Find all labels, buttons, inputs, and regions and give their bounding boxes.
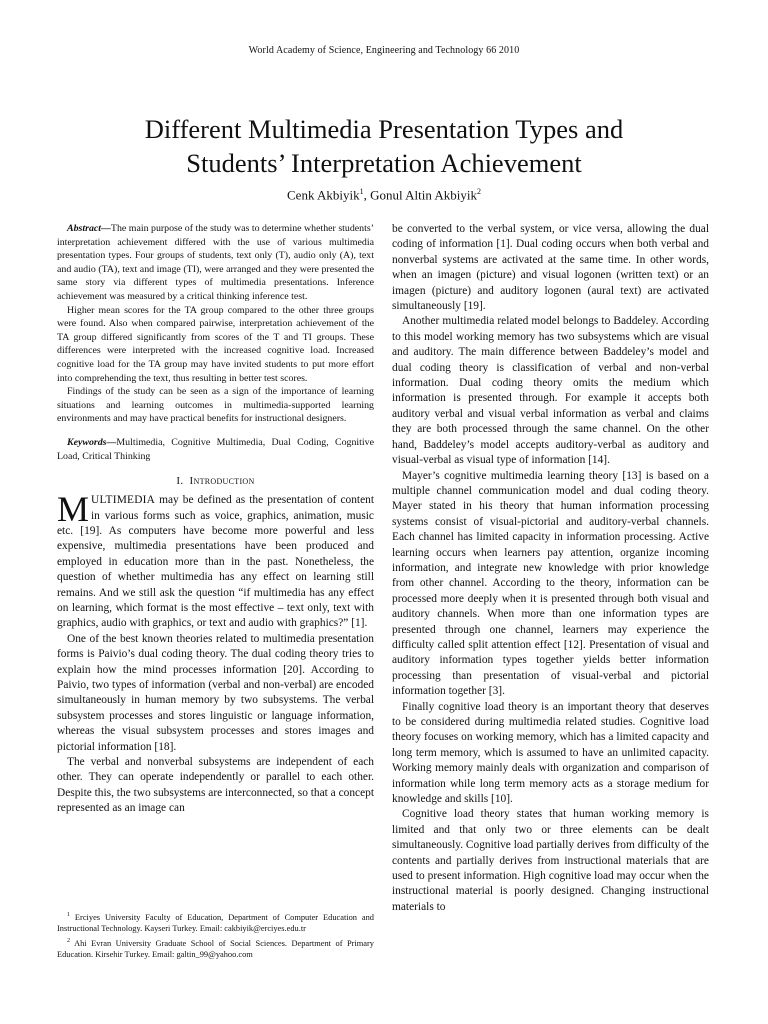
right-column <box>392 222 709 915</box>
drop-cap: M <box>57 489 90 530</box>
footnote-1-mark: 1 <box>67 912 70 918</box>
abstract-paragraph-3: Findings of the study can be seen as a sign of the importance of learning situations and learning outcomes in multimedia-supported learning environments and may have practical benefits for instructional designers. <box>57 386 374 425</box>
footnotes <box>57 910 374 962</box>
author-separator: , <box>363 187 371 203</box>
intro-paragraph-3: The verbal and nonverbal subsystems are independent of each other. They can operate independently or parallel to each other. Despite this, the two subsystems are interconnected, so that a concept represented as an image can <box>57 756 374 815</box>
intro-paragraph-1 <box>57 489 374 632</box>
right-paragraph-2: Another multimedia related model belongs to Baddeley. According to this model working memory has two subsystems which are visual and auditory. The main difference between Baddeley’s model and dual coding theory is classification of verbal and non-verbal information. Dual coding theory omits the medium which information is presented through. For example it accepts both auditory verbal and visual verbal information as verbal and claims they are both processed through the same channel. On the other hand, Baddeley’s model accepts auditory-verbal as auditory and visual-verbal as visual type of information [14]. <box>392 315 709 467</box>
title-line-2: Students’ Interpretation Achievement <box>186 148 582 178</box>
intro-paragraph-2: One of the best known theories related to multimedia presentation forms is Paivio’s dual coding theory. The dual coding theory tries to explain how the mind processes information [20]. According to Paivio, two types of information (verbal and non-verbal) are encoded simultaneously in human memory by two subsystems. The verbal subsystem processes and stores linguistic or language information, whereas the visual subsystem processes and stores images and pictorial information [18]. <box>57 632 374 753</box>
author-line <box>0 187 768 203</box>
abstract-section <box>57 222 374 463</box>
author-2-affiliation-mark: 2 <box>477 187 481 196</box>
right-paragraph-4: Finally cognitive load theory is an important theory that deserves to be considered during multimedia related studies. Cognitive load theory focuses on working memory, which has a limited capacity and long term memory, which is assumed to have an unlimited capacity. Working memory mainly deals with organization and comparison of information while long term memory acts as a storage medium for knowledge and skills [10]. <box>392 700 709 806</box>
right-paragraph-3: Mayer’s cognitive multimedia learning theory [13] is based on a multiple channel communication model and dual coding theory. Mayer stated in his theory that human information processing systems consist of visual-pictorial and auditory-verbal channels. Each channel has limited capacity in information processing. Active learning occurs when learners pay attention, organize incoming information, and integrate new knowledge with prior knowledge from other channel. According to the theory, information can be processed more deeply when it is presented through both visual and auditory channels. When more than one information types are presented through one channel, learners may experience the difficulty called split attention effect [12]. Presentation of visual and auditory information types together yields better information processing than presentation of visual-verbal and pictorial information together [3]. <box>392 469 709 698</box>
intro-lead-word: ULTIMEDIA <box>91 494 156 507</box>
running-head: World Academy of Science, Engineering and Technology 66 2010 <box>248 45 520 56</box>
abstract-text-1: The main purpose of the study was to determine whether students’ interpretation achievement differed with the use of various multimedia presentation types. Four groups of students, text only (T), audio only (A), text and audio (TA), text and image (TI), were arranged and they were presented the same story via different types of multimedia presentations. Inference achievement was measured by a critical thinking inference test. <box>57 223 374 302</box>
keywords-text: Multimedia, Cognitive Multimedia, Dual Coding, Cognitive Load, Critical Thinking <box>57 436 374 462</box>
intro-text-1: may be defined as the presentation of content in various forms such as voice, graphics, animation, music etc. [19]. As computers have become more powerful and less expensive, multimedia presentations have been produced and employed in education more than in the past. Nonetheless, the question of whether multimedia has any effect on learning still remains. And we still ask the question “if multimedia has any effect on learning, which format is the most effective – text only, text with graphics, audio with graphics, or text and audio with graphics?” [1]. <box>57 494 374 630</box>
footnote-1 <box>57 910 374 934</box>
intro-body <box>57 489 374 817</box>
footnote-2-text: Ahi Evran University Graduate School of Social Sciences. Department of Primary Education. Kirsehir Turkey. Email: galtin_99@yahoo.com <box>57 939 374 960</box>
abstract-paragraph-1 <box>57 222 374 304</box>
footnote-1-text: Erciyes University Faculty of Education, Department of Computer Education and Instructional Technology. Kayseri Turkey. Email: cakbiyik@erciyes.edu.tr <box>57 912 374 933</box>
section-title: Introduction <box>189 475 255 488</box>
author-1-affiliation-mark: 1 <box>359 187 364 196</box>
section-heading <box>57 475 374 487</box>
right-paragraph-5: Cognitive load theory states that human working memory is limited and that only two or three elements can be dealt simultaneously. Cognitive load partially derives from difficulty of the contents and partially derives from instructional materials that are used to present information. High cognitive load may occur when the instructional material is poorly designed. Changing instructional materials to <box>392 808 709 913</box>
paper-title <box>60 112 708 180</box>
keywords-label: Keywords— <box>67 436 117 448</box>
section-number: I. <box>176 475 184 488</box>
author-2: Gonul Altin Akbiyik <box>370 187 477 203</box>
abstract-label: Abstract— <box>67 223 111 234</box>
abstract-paragraph-2: Higher mean scores for the TA group compared to the other three groups were found. Also when compared pairwise, interpretation achievement of the TA group differed significantly from scores of the T and TI groups. These differences were interpreted with the increased cognitive load. Increased cognitive load for the TA group may have invited students to put more effort into comprehending the text, thus resulting in better test scores. <box>57 304 374 384</box>
keywords-paragraph <box>57 436 374 463</box>
footnote-2 <box>57 936 374 960</box>
footnote-2-mark: 2 <box>67 938 70 945</box>
author-1: Cenk Akbiyik <box>287 187 360 203</box>
left-column <box>57 222 374 817</box>
title-line-1: Different Multimedia Presentation Types and <box>144 114 624 144</box>
right-paragraph-1: be converted to the verbal system, or vice versa, allowing the dual coding of information [1]. Dual coding occurs when both verbal and nonverbal systems are activated at the same time. In other words, when an imagen (picture) and visual logonen (written text) or an imagen (picture) and auditory logonen (aural text) are activated simultaneously [19]. <box>392 223 709 313</box>
